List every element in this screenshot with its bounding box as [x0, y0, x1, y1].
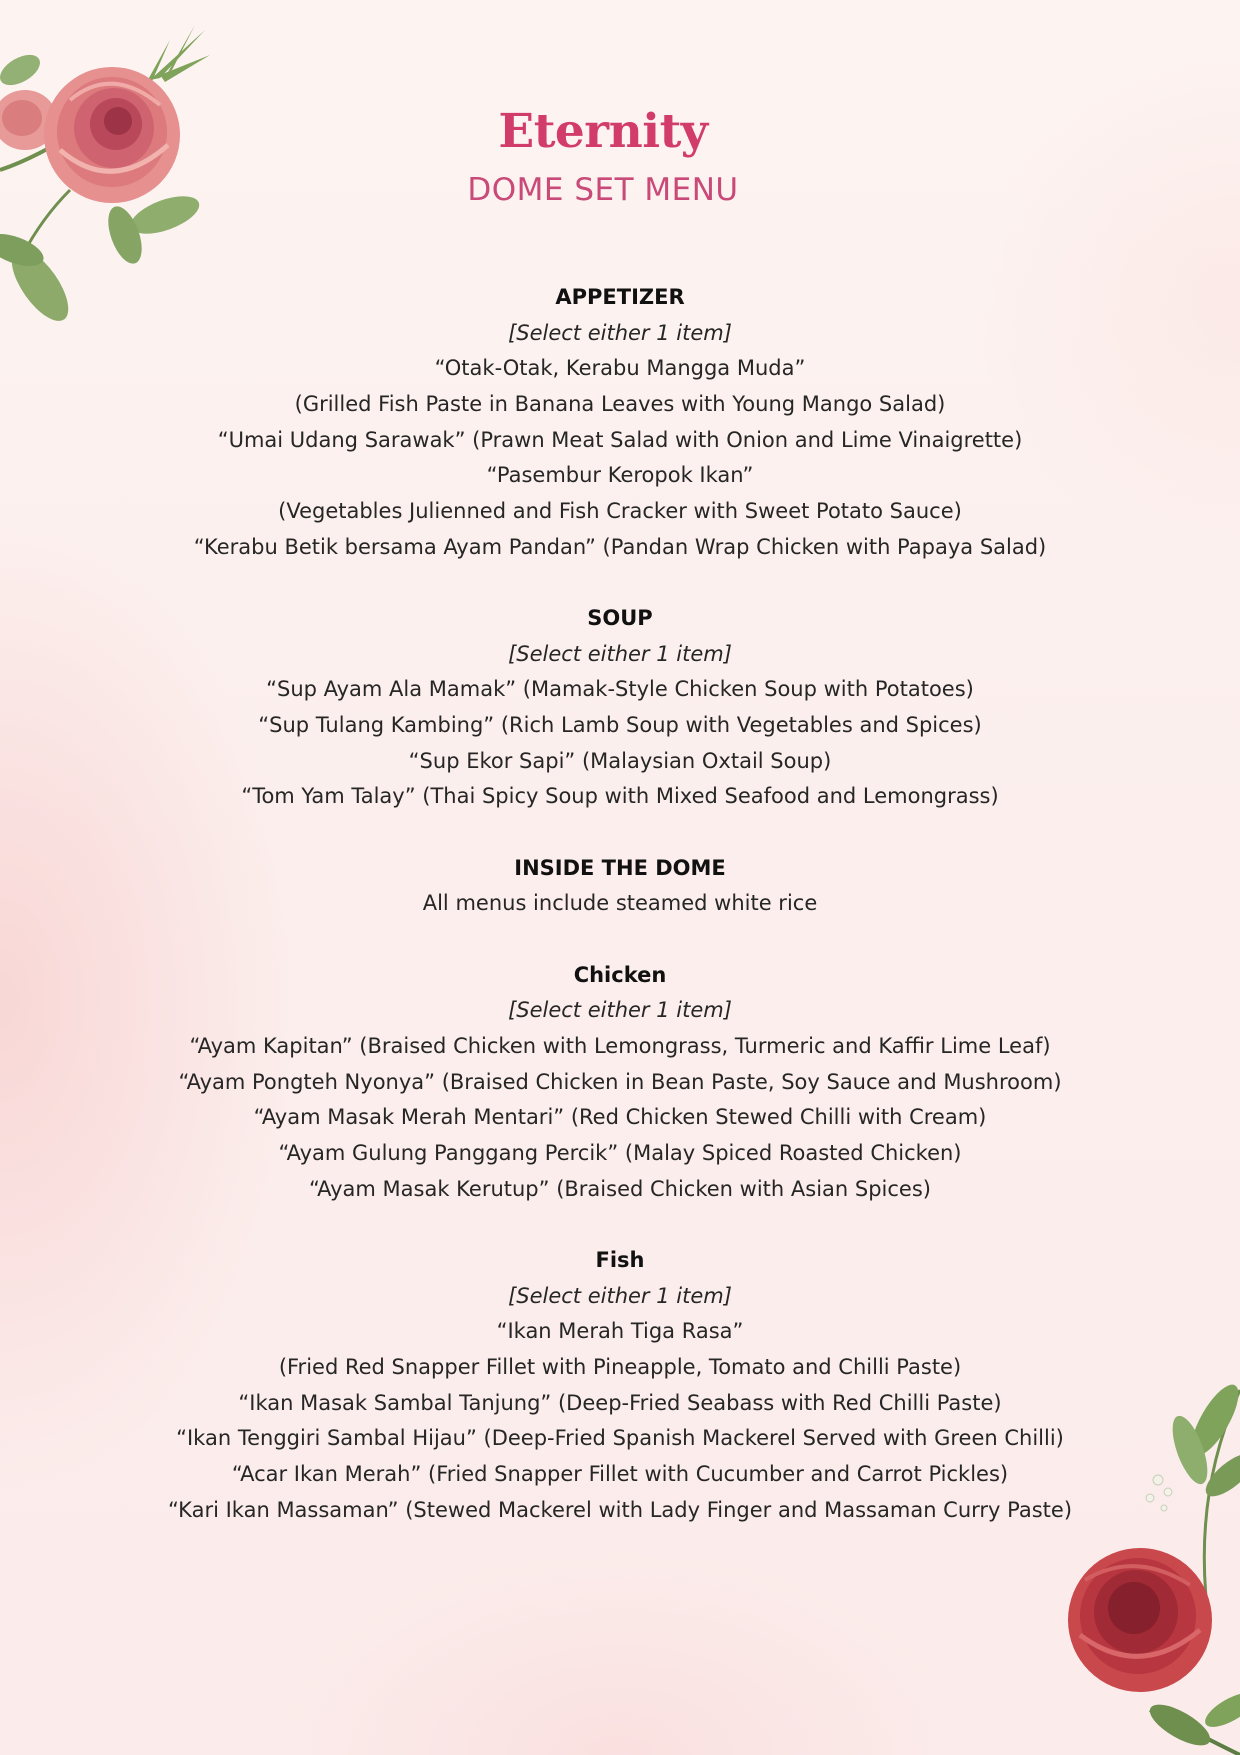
menu-item: “Kari Ikan Massaman” (Stewed Mackerel with Lady Finger and Massaman Curry Paste) — [167, 1497, 1073, 1522]
menu-body — [0, 280, 1240, 1564]
section-heading: Fish — [595, 1247, 645, 1272]
select-note: [Select either 1 item] — [508, 641, 732, 666]
menu-item: “Kerabu Betik bersama Ayam Pandan” (Pandan Wrap Chicken with Papaya Salad) — [193, 534, 1047, 559]
section-heading: Chicken — [573, 962, 667, 987]
menu-item: (Fried Red Snapper Fillet with Pineapple, Tomato and Chilli Paste) — [278, 1354, 962, 1379]
menu-item: “Ayam Masak Merah Mentari” (Red Chicken Stewed Chilli with Cream) — [253, 1105, 987, 1130]
menu-item: “Acar Ikan Merah” (Fried Snapper Fillet with Cucumber and Carrot Pickles) — [231, 1461, 1009, 1486]
section-fish — [0, 1243, 1240, 1529]
section-chicken — [0, 958, 1240, 1208]
menu-item: “Ayam Kapitan” (Braised Chicken with Lemongrass, Turmeric and Kaffir Lime Leaf) — [189, 1033, 1051, 1058]
section-soup — [0, 601, 1240, 815]
menu-title: DOME SET MENU — [467, 172, 739, 208]
menu-item: “Pasembur Keropok Ikan” — [486, 463, 754, 488]
select-note: [Select either 1 item] — [508, 1283, 732, 1308]
menu-item: “Umai Udang Sarawak” (Prawn Meat Salad with Onion and Lime Vinaigrette) — [217, 427, 1023, 452]
menu-header — [0, 96, 1240, 212]
brand-title: Eternity — [498, 104, 708, 159]
select-note: [Select either 1 item] — [508, 320, 732, 345]
select-note: [Select either 1 item] — [508, 998, 732, 1023]
menu-item: (Vegetables Julienned and Fish Cracker with Sweet Potato Sauce) — [278, 499, 962, 524]
menu-item: “Sup Tulang Kambing” (Rich Lamb Soup with Vegetables and Spices) — [258, 713, 982, 738]
section-appetizer — [0, 280, 1240, 566]
menu-item: “Ayam Pongteh Nyonya” (Braised Chicken in Bean Paste, Soy Sauce and Mushroom) — [178, 1069, 1062, 1094]
rice-note: All menus include steamed white rice — [422, 891, 818, 916]
menu-item: “Ikan Tenggiri Sambal Hijau” (Deep-Fried Spanish Mackerel Served with Green Chilli) — [176, 1426, 1064, 1451]
menu-item: (Grilled Fish Paste in Banana Leaves with Young Mango Salad) — [294, 392, 946, 417]
section-heading: SOUP — [587, 606, 653, 630]
menu-item: “Sup Ekor Sapi” (Malaysian Oxtail Soup) — [408, 748, 832, 773]
menu-item: “Sup Ayam Ala Mamak” (Mamak-Style Chicken Soup with Potatoes) — [266, 677, 974, 702]
section-heading: INSIDE THE DOME — [514, 855, 726, 880]
menu-item: “Otak-Otak, Kerabu Mangga Muda” — [434, 356, 806, 381]
section-heading: APPETIZER — [555, 285, 685, 309]
section-inside-the-dome — [0, 851, 1240, 922]
menu-item: “Tom Yam Talay” (Thai Spicy Soup with Mixed Seafood and Lemongrass) — [241, 784, 999, 809]
menu-item: “Ikan Masak Sambal Tanjung” (Deep-Fried Seabass with Red Chilli Paste) — [238, 1390, 1002, 1415]
menu-item: “Ayam Masak Kerutup” (Braised Chicken with Asian Spices) — [309, 1176, 931, 1201]
menu-item: “Ikan Merah Tiga Rasa” — [496, 1319, 744, 1344]
menu-item: “Ayam Gulung Panggang Percik” (Malay Spiced Roasted Chicken) — [278, 1140, 962, 1165]
